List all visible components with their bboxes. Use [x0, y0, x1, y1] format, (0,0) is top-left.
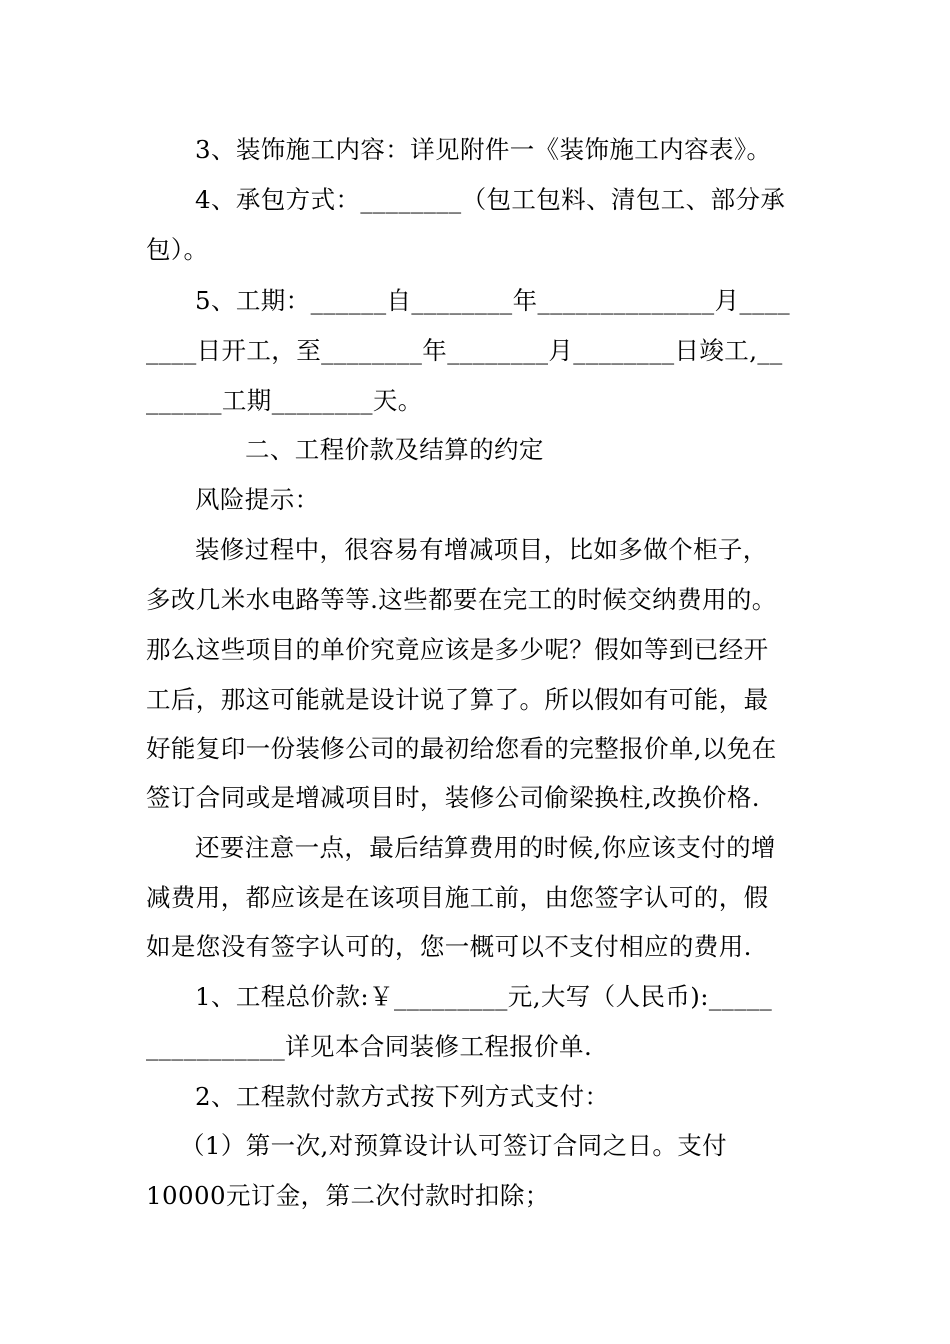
payment-step-1-continuation: 10000元订金，第二次付款时扣除； [146, 1181, 550, 1210]
item-4-continuation: 包）。 [146, 235, 209, 264]
risk-tip-paragraph-1-line-6: 签订合同或是增减项目时，装修公司偷梁换柱,改换价格. [146, 783, 760, 812]
item-1-total-price-continuation: ___________详见本合同装修工程报价单. [146, 1032, 593, 1061]
risk-tip-paragraph-1-line-5: 好能复印一份装修公司的最初给您看的完整报价单,以免在 [146, 734, 777, 763]
payment-step-1: （1）第一次,对预算设计认可签订合同之日。支付 [180, 1131, 728, 1160]
item-5-continuation-2: ______工期________天。 [146, 386, 423, 415]
item-2-payment-method: 2、工程款付款方式按下列方式支付： [195, 1082, 610, 1111]
item-3-construction-content: 3、装饰施工内容：详见附件一《装饰施工内容表》。 [195, 135, 772, 164]
item-5-continuation-1: ____日开工，至________年________月________日竣工,__ [146, 336, 783, 365]
item-5-schedule: 5、工期：______自________年______________月____ [195, 286, 791, 315]
risk-tip-label: 风险提示： [195, 485, 320, 514]
item-4-contract-method: 4、承包方式：________（包工包料、清包工、部分承 [195, 185, 786, 214]
risk-tip-paragraph-1-line-2: 多改几米水电路等等.这些都要在完工的时候交纳费用的。 [146, 585, 777, 614]
risk-tip-paragraph-2-line-2: 减费用，都应该是在该项目施工前，由您签字认可的，假 [146, 883, 769, 912]
item-1-total-price: 1、工程总价款:￥_________元,大写（人民币):_____ [195, 982, 773, 1011]
risk-tip-paragraph-1-line-3: 那么这些项目的单价究竟应该是多少呢？假如等到已经开 [146, 635, 769, 664]
risk-tip-paragraph-1-line-1: 装修过程中，很容易有增减项目，比如多做个柜子， [195, 535, 768, 564]
risk-tip-paragraph-2-line-3: 如是您没有签字认可的，您一概可以不支付相应的费用. [146, 932, 752, 961]
section-heading-price-settlement: 二、工程价款及结算的约定 [245, 435, 544, 464]
risk-tip-paragraph-1-line-4: 工后，那这可能就是设计说了算了。所以假如有可能，最 [146, 685, 769, 714]
risk-tip-paragraph-2-line-1: 还要注意一点，最后结算费用的时候,你应该支付的增 [195, 833, 776, 862]
